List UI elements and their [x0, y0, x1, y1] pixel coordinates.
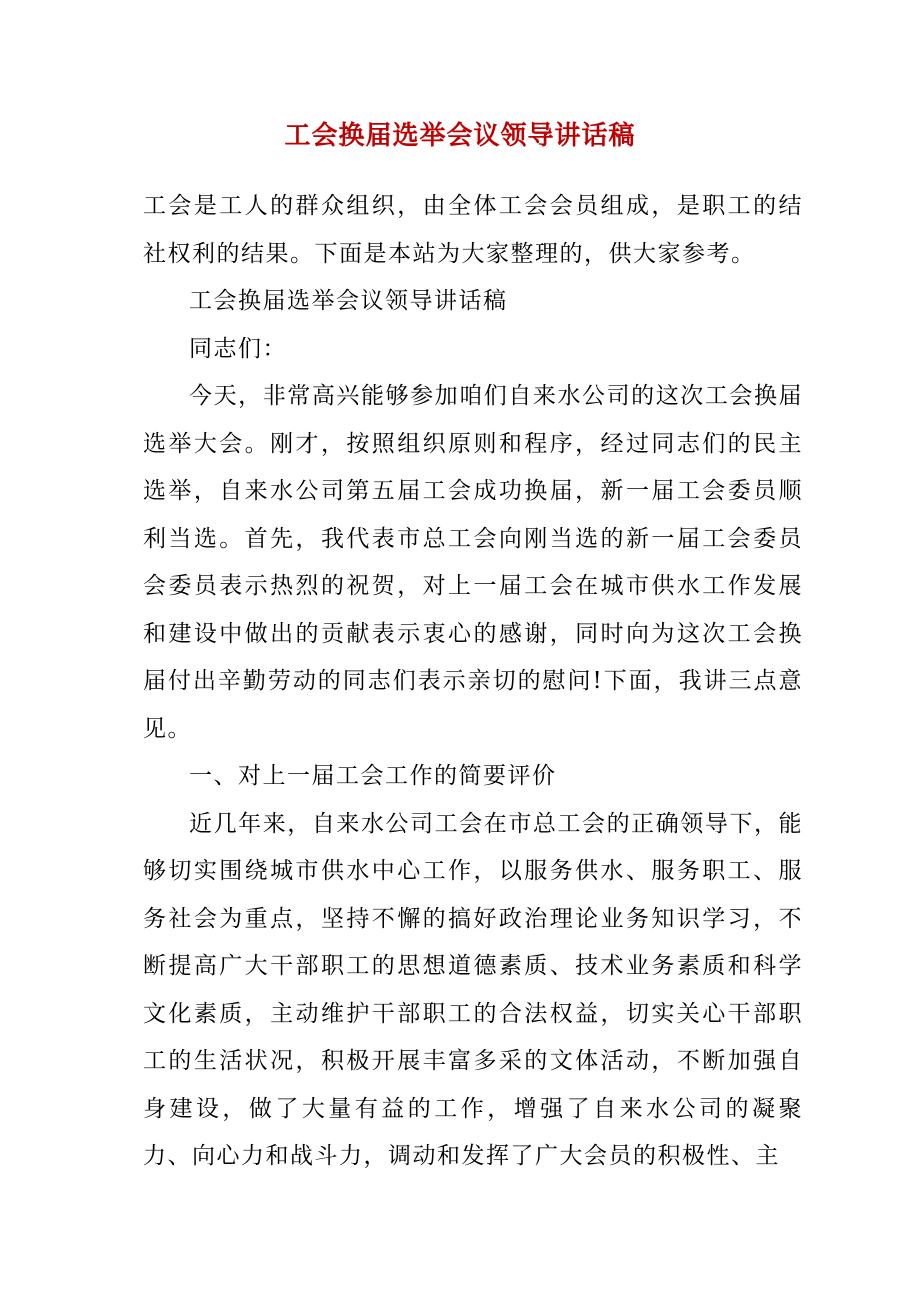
section-1-paragraph: 近几年来，自来水公司工会在市总工会的正确领导下，能够切实围绕城市供水中心工作，以服务供水、服务职工、服务社会为重点，坚持不懈的搞好政治理论业务知识学习，不断提高广大干部职工的思想道德素质、技术业务素质和科学文化素质，主动维护干部职工的合法权益，切实关心干部职工的生活状况，积极开展丰富多采的文体活动，不断加强自身建设，做了大量有益的工作，增强了自来水公司的凝聚力、向心力和战斗力，调动和发挥了广大会员的积极性、主: [143, 810, 803, 1169]
speech-subtitle: 工会换届选举会议领导讲话稿: [189, 288, 508, 314]
salutation: 同志们：: [189, 335, 287, 362]
opening-paragraph: 今天，非常高兴能够参加咱们自来水公司的这次工会换届选举大会。刚才，按照组织原则和程序，经过同志们的民主选举，自来水公司第五届工会成功换届，新一届工会委员顺利当选。首先，我代表市总工会向刚当选的新一届工会委员会委员表示热烈的祝贺，对上一届工会在城市供水工作发展和建设中做出的贡献表示衷心的感谢，同时向为这次工会换届付出辛勤劳动的同志们表示亲切的慰问!下面，我讲三点意见。: [143, 383, 803, 742]
intro-paragraph: 工会是工人的群众组织，由全体工会会员组成，是职工的结社权利的结果。下面是本站为大家整理的，供大家参考。: [143, 193, 803, 267]
document-title: 工会换届选举会议领导讲话稿: [284, 121, 636, 151]
document-body: [143, 183, 803, 1181]
section-heading-1: 一、对上一届工会工作的简要评价: [189, 763, 557, 789]
